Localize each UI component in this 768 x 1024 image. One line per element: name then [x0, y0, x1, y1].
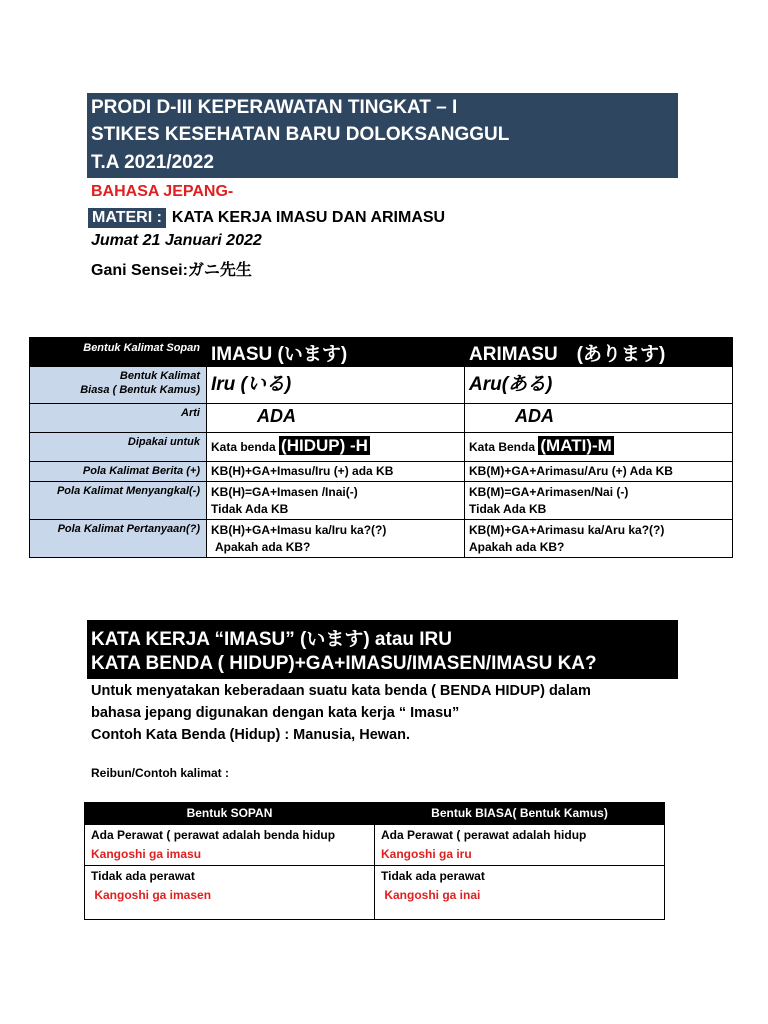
- row-label: Pola Kalimat Menyangkal(-): [30, 482, 207, 520]
- materi-label: MATERI :: [88, 208, 166, 228]
- pertanyaan-arimasu-meaning: Apakah ada KB?: [469, 540, 565, 554]
- example-meaning: Ada Perawat ( perawat adalah hidup: [381, 828, 587, 842]
- aru-form: Aru(ある): [469, 374, 553, 395]
- row-label: Dipakai untuk: [30, 433, 207, 462]
- row-label-line: Biasa ( Bentuk Kamus): [80, 384, 200, 396]
- imasu-header: IMASU (います): [211, 344, 348, 365]
- row-label: [30, 367, 207, 404]
- menyangkal-arimasu-meaning: Tidak Ada KB: [469, 502, 547, 516]
- arti-arimasu: ADA: [515, 406, 554, 426]
- table-row: [30, 367, 733, 404]
- example-meaning: Ada Perawat ( perawat adalah benda hidup: [91, 828, 336, 842]
- materi-text: KATA KERJA IMASU DAN ARIMASU: [171, 209, 446, 226]
- arimasu-header: ARIMASU (あります): [469, 344, 666, 365]
- row-label: Bentuk Kalimat Sopan: [30, 338, 207, 367]
- example-meaning: Tidak ada perawat: [91, 869, 195, 883]
- iru-form: Iru (いる): [211, 374, 292, 395]
- header-line-1: PRODI D-III KEPERAWATAN TINGKAT – I: [91, 97, 458, 118]
- example-japanese: Kangoshi ga iru: [381, 847, 472, 861]
- table-row: [30, 482, 733, 520]
- example-japanese: Kangoshi ga imasu: [91, 847, 202, 861]
- table-row: [30, 520, 733, 558]
- table-header-row: [30, 338, 733, 367]
- example-japanese: Kangoshi ga inai: [381, 888, 481, 902]
- table-row: [30, 404, 733, 433]
- header-line-3: T.A 2021/2022: [91, 152, 214, 173]
- reibun-label: Reibun/Contoh kalimat :: [91, 766, 229, 780]
- example-meaning: Tidak ada perawat: [381, 869, 485, 883]
- paragraph-line: bahasa jepang digunakan dengan kata kerja “ Imasu”: [91, 705, 460, 721]
- pertanyaan-imasu: KB(H)+GA+Imasu ka/Iru ka?(?): [211, 523, 387, 537]
- menyangkal-arimasu: KB(M)=GA+Arimasen/Nai (-): [469, 485, 629, 499]
- col-header-biasa: Bentuk BIASA( Bentuk Kamus): [375, 803, 665, 825]
- table-row: [30, 433, 733, 462]
- arti-imasu: ADA: [257, 406, 296, 426]
- header-line-2: STIKES KESEHATAN BARU DOLOKSANGGUL: [91, 124, 510, 145]
- example-sentence-table: [84, 802, 665, 920]
- dipakai-imasu-text: Kata benda: [211, 440, 276, 454]
- row-label: Arti: [30, 404, 207, 433]
- table-row: [85, 866, 665, 920]
- table-header-row: [85, 803, 665, 825]
- lesson-date: Jumat 21 Januari 2022: [91, 232, 262, 249]
- section-title-2: KATA BENDA ( HIDUP)+GA+IMASU/IMASEN/IMASU KA?: [91, 653, 597, 674]
- menyangkal-imasu: KB(H)=GA+Imasen /Inai(-): [211, 485, 358, 499]
- dipakai-arimasu-text: Kata Benda: [469, 440, 536, 454]
- hidup-highlight: (HIDUP) -H: [281, 436, 368, 455]
- row-label: Pola Kalimat Berita (+): [30, 462, 207, 482]
- berita-imasu: KB(H)+GA+Imasu/Iru (+) ada KB: [207, 462, 465, 482]
- section-title-1: KATA KERJA “IMASU” (います) atau IRU: [91, 629, 453, 650]
- row-label: Pola Kalimat Pertanyaan(?): [30, 520, 207, 558]
- teacher-name: Gani Sensei:ガニ先生: [91, 262, 252, 279]
- paragraph-line: Untuk menyatakan keberadaan suatu kata benda ( BENDA HIDUP) dalam: [91, 683, 591, 699]
- header-banner: [87, 93, 678, 178]
- imasu-arimasu-table: [29, 337, 733, 558]
- table-row: [30, 462, 733, 482]
- materi-line: [88, 206, 445, 230]
- table-row: [85, 825, 665, 866]
- berita-arimasu: KB(M)+GA+Arimasu/Aru (+) Ada KB: [465, 462, 733, 482]
- section-title-banner: [87, 620, 678, 679]
- menyangkal-imasu-meaning: Tidak Ada KB: [211, 502, 289, 516]
- paragraph-line: Contoh Kata Benda (Hidup) : Manusia, Hewan.: [91, 727, 411, 743]
- col-header-sopan: Bentuk SOPAN: [85, 803, 375, 825]
- pertanyaan-arimasu: KB(M)+GA+Arimasu ka/Aru ka?(?): [469, 523, 665, 537]
- mati-highlight: (MATI)-M: [540, 436, 612, 455]
- pertanyaan-imasu-meaning: Apakah ada KB?: [215, 540, 311, 554]
- subject-title: BAHASA JEPANG-: [91, 183, 234, 200]
- example-japanese: Kangoshi ga imasen: [91, 888, 212, 902]
- row-label-line: Bentuk Kalimat: [119, 370, 200, 382]
